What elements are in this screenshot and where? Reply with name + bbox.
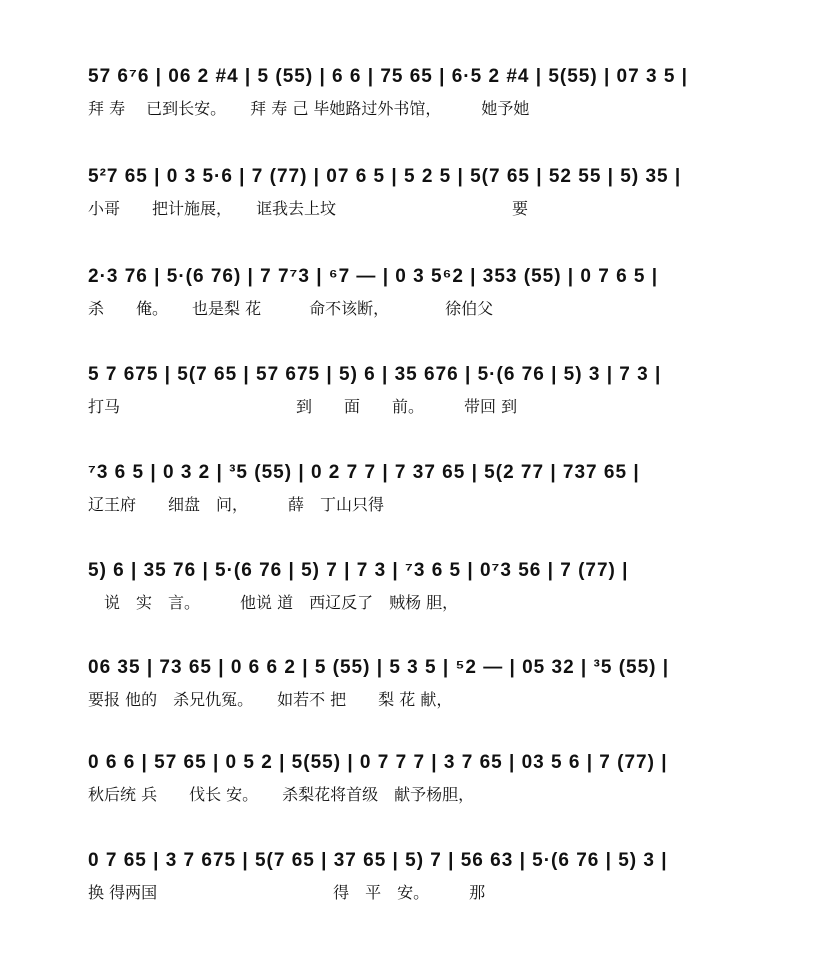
notation-line: 5²7 65 | 0 3 5·6 | 7 (77) | 07 6 5 | 5 2 5 | 5(7 65 | 52 55 | 5) 35 |	[88, 166, 682, 187]
lyric-line: 杀 俺。 也是梨 花 命不该断， 徐伯父	[88, 299, 494, 318]
lyric-line: 辽王府 细盘 问， 薛 丁山只得	[88, 495, 385, 514]
lyric-line: 换 得两国 得 平 安。 那	[88, 883, 486, 902]
lyric-line: 拜 寿 已到长安。 拜 寿 己 毕她路过外书馆， 她予她	[88, 99, 530, 118]
lyric-line: 要报 他的 杀兄仇冤。 如若不 把 梨 花 献，	[88, 690, 453, 709]
score-system-3	[88, 262, 748, 332]
score-system-2	[88, 162, 748, 232]
lyric-line: 打马 到 面 前。 带回 到	[88, 397, 518, 416]
notation-line: 5 7 675 | 5(7 65 | 57 675 | 5) 6 | 35 676 | 5·(6 76 | 5) 3 | 7 3 |	[88, 364, 662, 385]
score-system-6	[88, 556, 748, 626]
score-system-7	[88, 653, 748, 723]
score-system-8	[88, 748, 748, 818]
score-system-9	[88, 846, 748, 916]
notation-line: 0 7 65 | 3 7 675 | 5(7 65 | 37 65 | 5) 7 | 56 63 | 5·(6 76 | 5) 3 |	[88, 850, 668, 871]
lyric-line: 秋后统 兵 伐长 安。 杀梨花将首级 献予杨胆，	[88, 785, 475, 804]
notation-line: 2·3 76 | 5·(6 76) | 7 7⁷3 | ⁶7 — | 0 3 5⁶2 | 353 (55) | 0 7 6 5 |	[88, 266, 659, 287]
lyric-line: 小哥 把计施展， 诓我去上坟 要	[88, 199, 529, 218]
notation-line: 57 6⁷6 | 06 2 #4 | 5 (55) | 6 6 | 75 65 | 6·5 2 #4 | 5(55) | 07 3 5 |	[88, 66, 688, 87]
notation-line: 0 6 6 | 57 65 | 0 5 2 | 5(55) | 0 7 7 7 | 3 7 65 | 03 5 6 | 7 (77) |	[88, 752, 668, 773]
score-system-5	[88, 458, 748, 528]
score-system-1	[88, 62, 748, 132]
notation-line: 06 35 | 73 65 | 0 6 6 2 | 5 (55) | 5 3 5 | ⁵2 — | 05 32 | ³5 (55) |	[88, 657, 670, 678]
notation-line: 5) 6 | 35 76 | 5·(6 76 | 5) 7 | 7 3 | ⁷3 6 5 | 0⁷3 56 | 7 (77) |	[88, 560, 629, 581]
notation-line: ⁷3 6 5 | 0 3 2 | ³5 (55) | 0 2 7 7 | 7 37 65 | 5(2 77 | 737 65 |	[88, 462, 640, 483]
score-system-4	[88, 360, 748, 430]
lyric-line: 说 实 言。 他说 道 西辽反了 贼杨 胆，	[88, 593, 459, 612]
